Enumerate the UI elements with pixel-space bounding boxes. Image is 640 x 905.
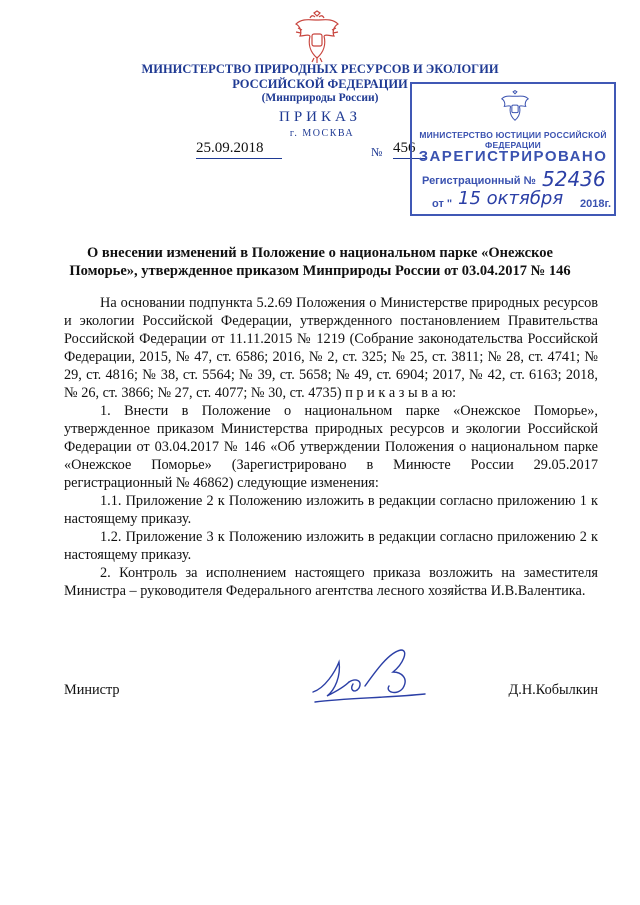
stamp-status: ЗАРЕГИСТРИРОВАНО [418, 148, 608, 165]
stamp-reg-label: Регистрационный № [422, 175, 536, 187]
signatory-position: Министр [64, 682, 120, 698]
document-city: г. МОСКВА [289, 128, 355, 139]
body-paragraph: 2. Контроль за исполнением настоящего приказа возложить на заместителя Министра – руководителя Федерального агентства лесного хозяйства И.В.Валентика. [64, 565, 598, 599]
document-title: О внесении изменений в Положение о национальном парке «Онежское Поморье», утвержденное приказом Минприроды России от 03.04.2017 № 146 [69, 245, 571, 279]
body-paragraph: 1. Внести в Положение о национальном парке «Онежское Поморье», утвержденное приказом Министерства природных ресурсов и экологии Российской Федерации от 03.04.2017 № 146 «Об утверждении Положения о национальном парке «Онежское Поморье» (Зарегистрировано в Минюсте России 29.05.2017 регистрационный № 46862) следующие изменения: [64, 403, 598, 491]
ministry-name-line1: МИНИСТЕРСТВО ПРИРОДНЫХ РЕСУРСОВ И ЭКОЛОГИИ [141, 62, 499, 76]
document-date: 25.09.2018 [196, 140, 282, 159]
stamp-from-date: 15 октября [458, 188, 564, 209]
stamp-emblem-icon [499, 90, 531, 124]
document-body [64, 294, 598, 600]
handwritten-signature [305, 642, 435, 712]
body-paragraph: 1.1. Приложение 2 к Положению изложить в редакции согласно приложению 1 к настоящему приказу. [64, 493, 598, 527]
signatory-name: Д.Н.Кобылкин [508, 682, 598, 698]
coat-of-arms-icon [292, 10, 342, 64]
document-number: 456 [393, 140, 427, 159]
stamp-reg-number: 52436 [542, 167, 606, 191]
ministry-name-line2: РОССИЙСКОЙ ФЕДЕРАЦИИ [232, 76, 408, 91]
stamp-year: 2018г. [580, 198, 612, 210]
body-paragraph: 1.2. Приложение 3 к Положению изложить в редакции согласно приложению 2 к настоящему приказу. [64, 529, 598, 563]
body-paragraph: На основании подпункта 5.2.69 Положения о Министерстве природных ресурсов и экологии Российской Федерации, утвержденного постановлением Правительства Российской Федерации от 11.11.2015 № 1219 (Собрание законодательства Российской Федерации, 2015, № 47, ст. 6586; 2016, № 2, ст. 325; № 25, ст. 3811; № 28, ст. 4741; № 29, ст. 4816; № 38, ст. 5564; № 39, ст. 5658; № 49, ст. 6904; 2017, № 42, ст. 6163; 2018, № 26, ст. 3866; № 27, ст. 4077; № 30, ст. 4735) п р и к а з ы в а ю: [64, 295, 598, 401]
stamp-from-label: от " [432, 198, 453, 210]
registration-stamp [410, 82, 616, 216]
number-sign: № [371, 145, 383, 159]
document-type: ПРИКАЗ [279, 109, 361, 125]
ministry-short-name: (Минприроды России) [261, 92, 379, 104]
stamp-ministry: МИНИСТЕРСТВО ЮСТИЦИИ РОССИЙСКОЙ ФЕДЕРАЦИИ [419, 130, 607, 150]
